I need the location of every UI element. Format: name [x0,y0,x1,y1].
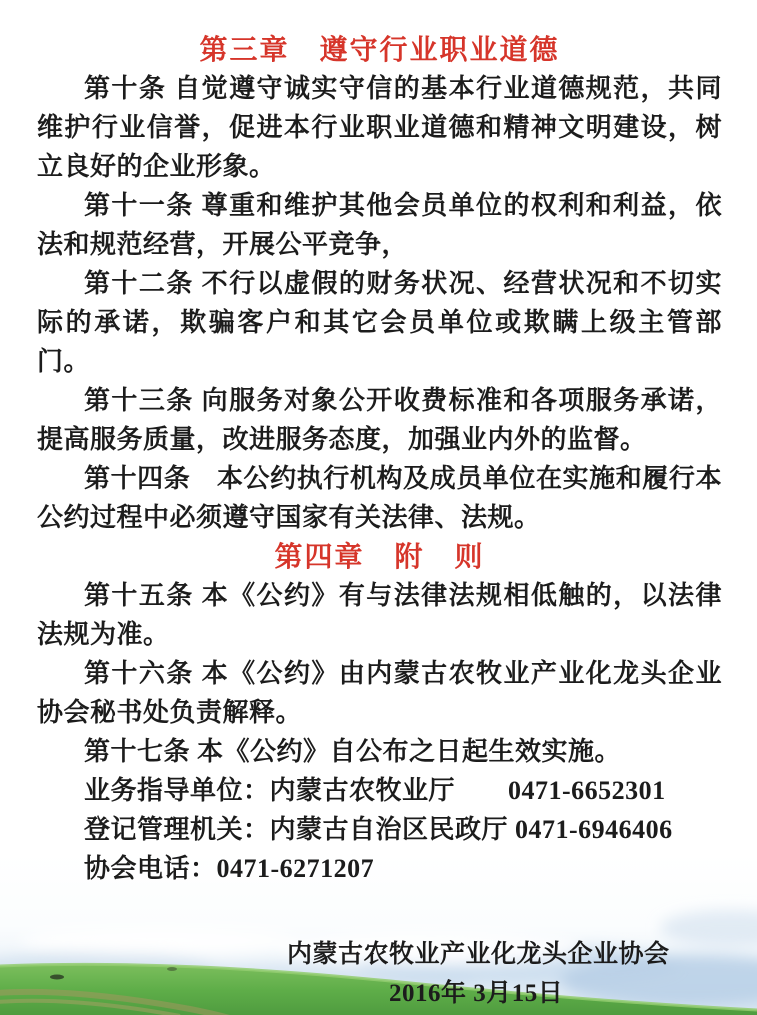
article-17: 第十七条 本《公约》自公布之日起生效实施。 [84,737,622,766]
article-10: 第十条 自觉遵守诚实守信的基本行业道德规范，共同维护行业信誉，促进本行业职业道德和精神文明建设，树立良好的企业形象。 [37,74,722,181]
article-12: 第十二条 不行以虚假的财务状况、经营状况和不切实际的承诺，欺骗客户和其它会员单位或欺瞒上级主管部门。 [37,269,722,376]
article-11: 第十一条 尊重和维护其他会员单位的权利和利益，依法和规范经营，开展公平竞争， [37,191,722,259]
contact-line-association-phone: 协会电话：0471-6271207 [84,854,375,883]
contact-line-registration-authority: 登记管理机关：内蒙古自治区民政厅 0471-6946406 [84,815,673,844]
signature-organization: 内蒙古农牧业产业化龙头企业协会 [287,941,670,968]
article-14: 第十四条 本公约执行机构及成员单位在实施和履行本公约过程中必须遵守国家有关法律、法规。 [37,464,722,532]
chapter-3-heading: 第三章 遵守行业职业道德 [199,34,560,65]
signature-date: 2016年 3月15日 [389,980,564,1007]
chapter-4-heading: 第四章 附 则 [274,541,485,572]
article-15: 第十五条 本《公约》有与法律法规相低触的，以法律法规为准。 [37,581,722,649]
contact-line-business-supervisor: 业务指导单位：内蒙古农牧业厅 0471-6652301 [84,776,666,805]
article-16: 第十六条 本《公约》由内蒙古农牧业产业化龙头企业协会秘书处负责解释。 [37,659,722,727]
article-13: 第十三条 向服务对象公开收费标准和各项服务承诺，提高服务质量，改进服务态度，加强业内外的监督。 [37,386,722,454]
signature-block [37,935,722,1013]
